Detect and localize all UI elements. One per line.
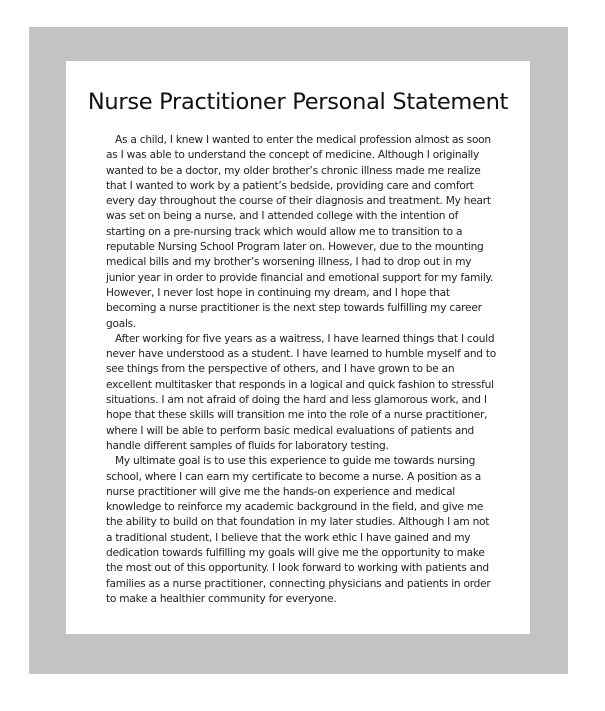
paragraph-1: As a child, I knew I wanted to enter the medical profession almost as soon as I was able to understand the concept of medicine. Although I originally wanted to be a doctor, my older brother’s chronic illness made me realize that I wanted to work by a patient’s bedside, providing care and comfort every day throughout the course of their diagnosis and treatment. My heart was set on being a nurse, and I attended college with the intention of starting on a pre-nursing track which would allow me to transition to a reputable Nursing School Program later on. However, due to the mounting medical bills and my brother’s worsening illness, I had to drop out in my junior year in order to provide financial and emotional support for my family. However, I never lost hope in continuing my dream, and I hope that becoming a nurse practitioner is the next step towards fulfilling my career goals. bbox=[106, 134, 494, 330]
document-page bbox=[66, 61, 530, 634]
paragraph-2: After working for five years as a waitress, I have learned things that I could never have understood as a student. I have learned to humble myself and to see things from the perspective of others, and I have grown to be an excellent multitasker that responds in a logical and quick fashion to stressful situations. I am not afraid of doing the hard and less glamorous work, and I hope that these skills will transition me into the role of a nurse practitioner, where I will be able to perform basic medical evaluations of patients and handle different samples of fluids for laboratory testing. bbox=[106, 332, 497, 452]
paragraph-3: My ultimate goal is to use this experience to guide me towards nursing school, where I can earn my certificate to become a nurse. A position as a nurse practitioner will give me the hands-on experience and medical knowledge to reinforce my academic background in the field, and give me the ability to build on that foundation in my later studies. Although I am not a traditional student, I believe that the work ethic I have gained and my dedication towards fulfilling my goals will give me the opportunity to make the most out of this opportunity. I look forward to working with patients and families as a nurse practitioner, connecting physicians and patients in order to make a healthier community for everyone. bbox=[106, 455, 491, 605]
document-title: Nurse Practitioner Personal Statement bbox=[87, 89, 509, 115]
document-body bbox=[106, 133, 498, 607]
